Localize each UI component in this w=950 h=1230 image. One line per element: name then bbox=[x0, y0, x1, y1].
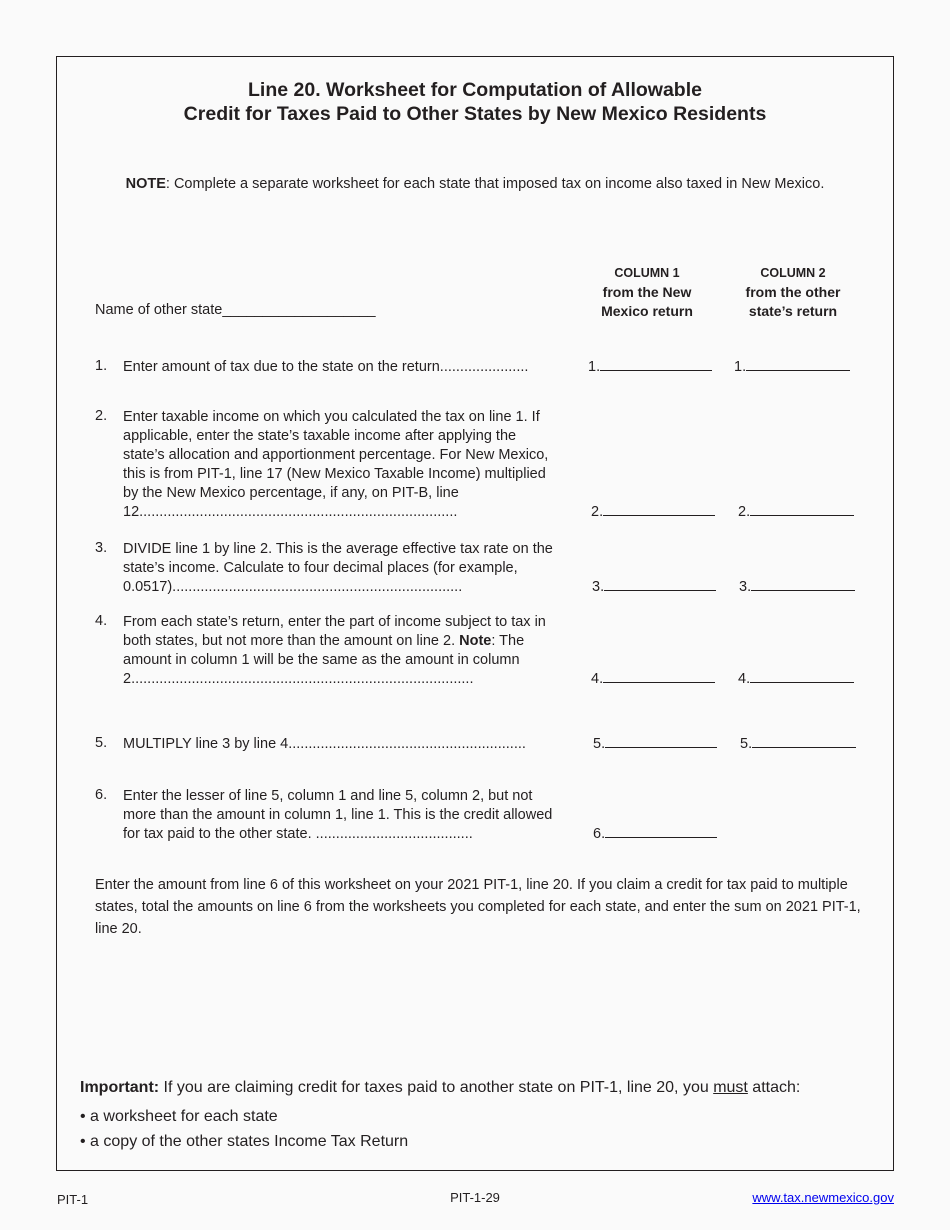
line-2-col2-blank[interactable] bbox=[750, 503, 854, 516]
worksheet-title-line2: Credit for Taxes Paid to Other States by New Mexico Residents bbox=[183, 103, 767, 125]
line-6-col1-field[interactable] bbox=[593, 825, 717, 842]
website-link[interactable]: www.tax.newmexico.gov bbox=[752, 1190, 894, 1205]
line-6-number: 6. bbox=[95, 787, 108, 803]
line-5-col1-blank[interactable] bbox=[605, 735, 717, 748]
important-label: Important: bbox=[80, 1079, 160, 1096]
line-1-col1-blank[interactable] bbox=[600, 358, 712, 371]
line-4-col2-field[interactable] bbox=[738, 670, 854, 687]
footer-page-number: PIT-1-29 bbox=[450, 1190, 500, 1205]
column-1-sub2: Mexico return bbox=[601, 303, 693, 319]
line-4-col1-field[interactable] bbox=[591, 670, 715, 687]
line-4-col2-label: 4. bbox=[738, 671, 751, 687]
line-3-col2-field[interactable] bbox=[739, 578, 855, 595]
line-3-number: 3. bbox=[95, 540, 108, 556]
line-4-text-b: : The amount in column 1 will be the same as the amount in column 2..................................................................................... bbox=[123, 633, 525, 687]
important-text-before: If you are claiming credit for taxes paid to another state on PIT-1, line 20, you bbox=[159, 1079, 714, 1096]
instructions-paragraph: Enter the amount from line 6 of this worksheet on your 2021 PIT-1, line 20. If you claim a credit for tax paid to multiple states, total the amounts on line 6 from the worksheets you completed for each state, and enter the sum on 2021 PIT-1, line 20. bbox=[95, 877, 861, 937]
note-label: NOTE bbox=[125, 176, 166, 192]
line-3-text: DIVIDE line 1 by line 2. This is the average effective tax rate on the state’s income. Calculate to four decimal places (for example, 0.0517)........................................................................ bbox=[123, 541, 553, 595]
line-3-col1-label: 3. bbox=[592, 579, 605, 595]
line-5-text: MULTIPLY line 3 by line 4........................................................... bbox=[123, 736, 526, 752]
line-3-col2-blank[interactable] bbox=[751, 578, 855, 591]
line-3-col2-label: 3. bbox=[739, 579, 752, 595]
important-text-after: attach: bbox=[747, 1079, 801, 1096]
note-text: : Complete a separate worksheet for each state that imposed tax on income also taxed in New Mexico. bbox=[165, 176, 825, 192]
worksheet-title-line1: Line 20. Worksheet for Computation of Allowable bbox=[248, 79, 702, 101]
note bbox=[0, 176, 950, 192]
important-must: must bbox=[713, 1079, 748, 1096]
line-2-col2-label: 2. bbox=[738, 504, 751, 520]
line-2-col1-blank[interactable] bbox=[603, 503, 715, 516]
column-1-header bbox=[577, 264, 717, 321]
line-6-col1-label: 6. bbox=[593, 826, 606, 842]
line-5-col1-label: 5. bbox=[593, 736, 606, 752]
line-1-col1-label: 1. bbox=[588, 359, 601, 375]
column-2-header bbox=[723, 264, 863, 321]
column-1-label: COLUMN 1 bbox=[614, 266, 680, 280]
line-1-col2-label: 1. bbox=[734, 359, 747, 375]
line-1-col2-field[interactable] bbox=[734, 358, 850, 375]
line-5-col1-field[interactable] bbox=[593, 735, 717, 752]
line-6-text: Enter the lesser of line 5, column 1 and line 5, column 2, but not more than the amount in column 1, line 1. This is the credit allowed for tax paid to the other state. ....................................... bbox=[123, 788, 553, 842]
footer-form-id: PIT-1 bbox=[57, 1192, 89, 1207]
line-4-text-a: From each state’s return, enter the part of income subject to tax in both states, but not more than the amount on line 2. bbox=[123, 614, 546, 649]
line-2-col1-field[interactable] bbox=[591, 503, 715, 520]
column-2-label: COLUMN 2 bbox=[760, 266, 826, 280]
bullet-worksheet: • a worksheet for each state bbox=[80, 1108, 278, 1125]
line-4-col1-label: 4. bbox=[591, 671, 604, 687]
important-notice bbox=[80, 1079, 800, 1097]
line-4-note-label: Note bbox=[459, 633, 492, 649]
other-state-name-field[interactable]: Name of other state___________________ bbox=[95, 302, 376, 318]
line-5-number: 5. bbox=[95, 735, 108, 751]
column-2-sub2: state’s return bbox=[748, 303, 838, 319]
line-3-col1-blank[interactable] bbox=[604, 578, 716, 591]
line-2-number: 2. bbox=[95, 408, 108, 424]
bullet-tax-return-copy: • a copy of the other states Income Tax Return bbox=[80, 1133, 409, 1150]
line-4-number: 4. bbox=[95, 613, 108, 629]
line-5-col2-label: 5. bbox=[740, 736, 753, 752]
line-1-col1-field[interactable] bbox=[588, 358, 712, 375]
footer-website bbox=[752, 1190, 894, 1205]
line-2-col1-label: 2. bbox=[591, 504, 604, 520]
line-2-col2-field[interactable] bbox=[738, 503, 854, 520]
column-2-sub1: from the other bbox=[745, 284, 841, 300]
column-1-sub1: from the New bbox=[602, 284, 692, 300]
line-5-col2-blank[interactable] bbox=[752, 735, 856, 748]
line-1-text: Enter amount of tax due to the state on the return...................... bbox=[123, 359, 529, 375]
line-5-col2-field[interactable] bbox=[740, 735, 856, 752]
line-4-col2-blank[interactable] bbox=[750, 670, 854, 683]
line-1-number: 1. bbox=[95, 358, 108, 374]
line-3-col1-field[interactable] bbox=[592, 578, 716, 595]
line-4-text bbox=[123, 613, 571, 689]
line-1-col2-blank[interactable] bbox=[746, 358, 850, 371]
line-4-col1-blank[interactable] bbox=[603, 670, 715, 683]
line-6-col1-blank[interactable] bbox=[605, 825, 717, 838]
line-2-text: Enter taxable income on which you calculated the tax on line 1. If applicable, enter the state’s taxable income after applying the state’s allocation and apportionment percentage. For New Mexico, this is from PIT-1, line 17 (New Mexico Taxable Income) multiplied by the New Mexico percentage, if any, on PIT-B, line 12............................................................................... bbox=[123, 409, 549, 520]
